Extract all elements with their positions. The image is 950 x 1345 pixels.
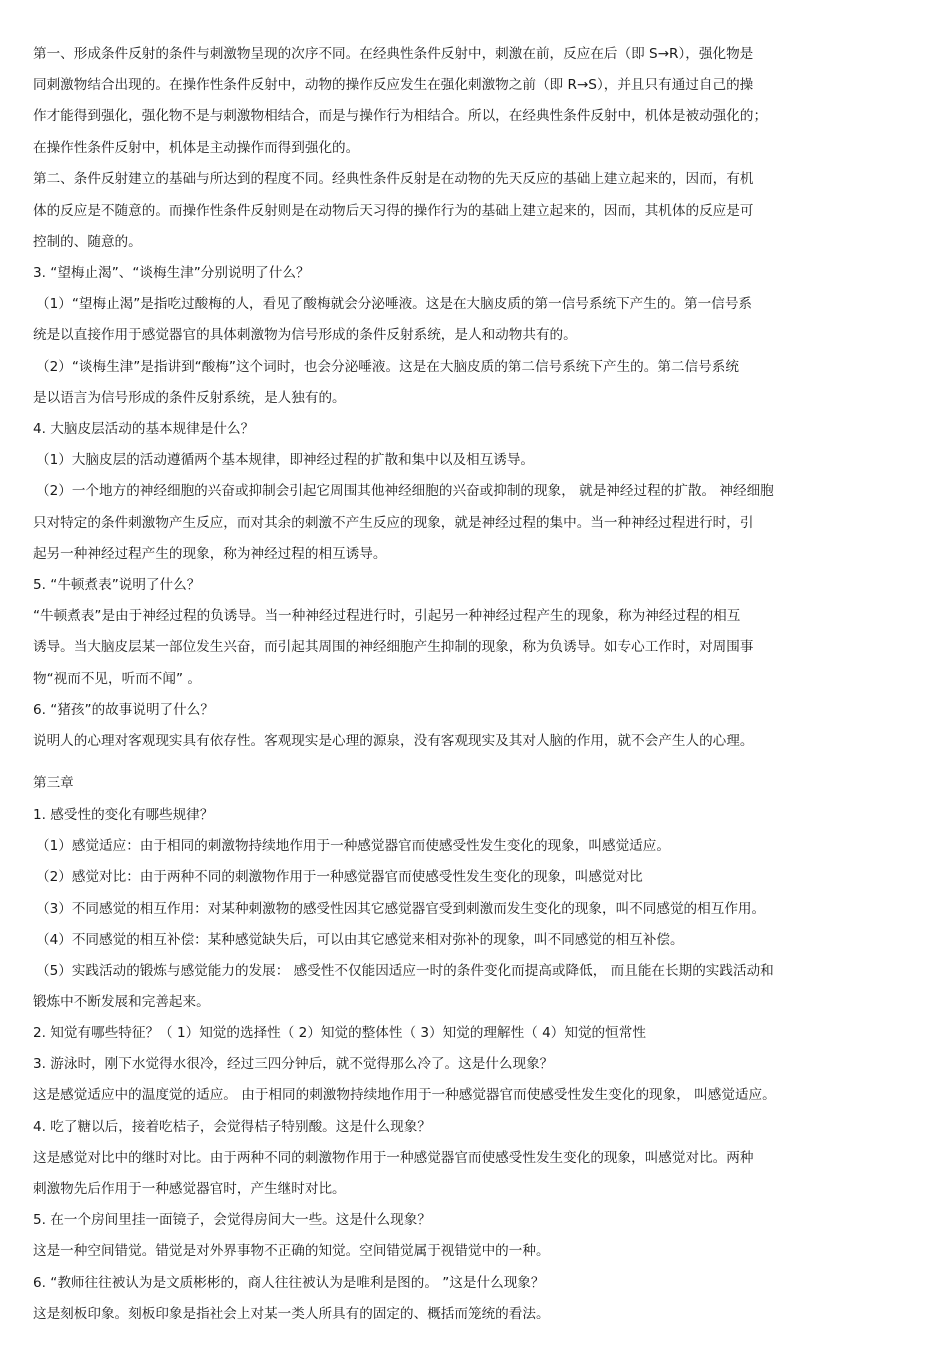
text-line: “牛顿煮表”是由于神经过程的负诱导。当一种神经过程进行时，引起另一种神经过程产生的现象，称为神经过程的相互 [33,608,741,624]
question-heading: 1. 感受性的变化有哪些规律？ [33,807,214,823]
text-line: （2）“谈梅生津”是指讲到“酸梅”这个词时，也会分泌唾液。这是在大脑皮质的第二信号系统下产生的。第二信号系统 [36,359,739,375]
text-line: 这是刻板印象。刻板印象是指社会上对某一类人所具有的固定的、概括而笼统的看法。 [33,1306,550,1322]
text-line: 只对特定的条件刺激物产生反应，而对其余的刺激不产生反应的现象，就是神经过程的集中。当一种神经过程进行时，引 [33,515,754,531]
text-line: 第二、条件反射建立的基础与所达到的程度不同。经典性条件反射是在动物的先天反应的基础上建立起来的，因而，有机 [33,171,754,187]
text-line: 起另一种神经过程产生的现象，称为神经过程的相互诱导。 [33,546,387,562]
text-line: 第一、形成条件反射的条件与刺激物呈现的次序不同。在经典性条件反射中，刺激在前，反应在后（即 S→R），强化物是 [33,46,754,62]
text-line: 体的反应是不随意的。而操作性条件反射则是在动物后天习得的操作行为的基础上建立起来的，因而，其机体的反应是可 [33,203,754,219]
text-line: （2）感觉对比：由于两种不同的刺激物作用于一种感觉器官而使感受性发生变化的现象，叫感觉对比 [36,869,643,885]
question-heading: 2. 知觉有哪些特征？（ 1）知觉的选择性（ 2）知觉的整体性（ 3）知觉的理解性（ 4）知觉的恒常性 [33,1025,646,1041]
text-line: 控制的、随意的。 [33,234,142,250]
text-line: （3）不同感觉的相互作用：对某种刺激物的感受性因其它感觉器官受到刺激而发生变化的现象，叫不同感觉的相互作用。 [36,901,766,917]
text-line: 诱导。当大脑皮层某一部位发生兴奋，而引起其周围的神经细胞产生抑制的现象，称为负诱导。如专心工作时，对周围事 [33,639,754,655]
question-heading: 3. 游泳时，刚下水觉得水很冷，经过三四分钟后，就不觉得那么冷了。这是什么现象？ [33,1056,554,1072]
text-line: 在操作性条件反射中，机体是主动操作而得到强化的。 [33,140,360,156]
question-heading: 5. 在一个房间里挂一面镜子，会觉得房间大一些。这是什么现象？ [33,1212,431,1228]
question-heading: 4. 吃了糖以后，接着吃桔子，会觉得桔子特别酸。这是什么现象？ [33,1119,431,1135]
text-line: 锻炼中不断发展和完善起来。 [33,994,210,1010]
question-heading: 5. “牛顿煮表”说明了什么？ [33,577,201,593]
text-line: （1）感觉适应：由于相同的刺激物持续地作用于一种感觉器官而使感受性发生变化的现象，叫感觉适应。 [36,838,670,854]
text-line: （2）一个地方的神经细胞的兴奋或抑制会引起它周围其他神经细胞的兴奋或抑制的现象， 就是神经过程的扩散。 神经细胞 [36,483,774,499]
text-line: （1）大脑皮层的活动遵循两个基本规律，即神经过程的扩散和集中以及相互诱导。 [36,452,535,468]
text-line: （5）实践活动的锻炼与感觉能力的发展： 感受性不仅能因适应一时的条件变化而提高或降低， 而且能在长期的实践活动和 [36,963,774,979]
question-heading: 3. “望梅止渴”、“谈梅生津”分别说明了什么？ [33,265,310,281]
text-line: 这是感觉对比中的继时对比。由于两种不同的刺激物作用于一种感觉器官而使感受性发生变化的现象，叫感觉对比。两种 [33,1150,754,1166]
text-line: （4）不同感觉的相互补偿：某种感觉缺失后，可以由其它感觉来相对弥补的现象，叫不同感觉的相互补偿。 [36,932,684,948]
text-line: 统是以直接作用于感觉器官的具体刺激物为信号形成的条件反射系统，是人和动物共有的。 [33,327,577,343]
question-heading: 6. “教师往往被认为是文质彬彬的，商人往往被认为是唯利是图的。 ”这是什么现象？ [33,1275,545,1291]
text-line: 物“视而不见，听而不闻” 。 [33,671,201,687]
question-heading: 6. “猪孩”的故事说明了什么？ [33,702,214,718]
text-line: 这是一种空间错觉。错觉是对外界事物不正确的知觉。空间错觉属于视错觉中的一种。 [33,1243,550,1259]
chapter-heading: 第三章 [33,775,74,791]
text-line: 刺激物先后作用于一种感觉器官时，产生继时对比。 [33,1181,346,1197]
text-line: 同刺激物结合出现的。在操作性条件反射中，动物的操作反应发生在强化刺激物之前（即 R→S），并且只有通过自己的操 [33,77,754,93]
text-line: （1）“望梅止渴”是指吃过酸梅的人，看见了酸梅就会分泌唾液。这是在大脑皮质的第一信号系统下产生的。第一信号系 [36,296,753,312]
question-heading: 4. 大脑皮层活动的基本规律是什么？ [33,421,255,437]
text-line: 是以语言为信号形成的条件反射系统，是人独有的。 [33,390,346,406]
text-line: 作才能得到强化，强化物不是与刺激物相结合，而是与操作行为相结合。所以，在经典性条件反射中，机体是被动强化的； [33,108,768,124]
text-line: 这是感觉适应中的温度觉的适应。 由于相同的刺激物持续地作用于一种感觉器官而使感受性发生变化的现象， 叫感觉适应。 [33,1087,776,1103]
text-line: 说明人的心理对客观现实具有依存性。客观现实是心理的源泉，没有客观现实及其对人脑的作用，就不会产生人的心理。 [33,733,754,749]
